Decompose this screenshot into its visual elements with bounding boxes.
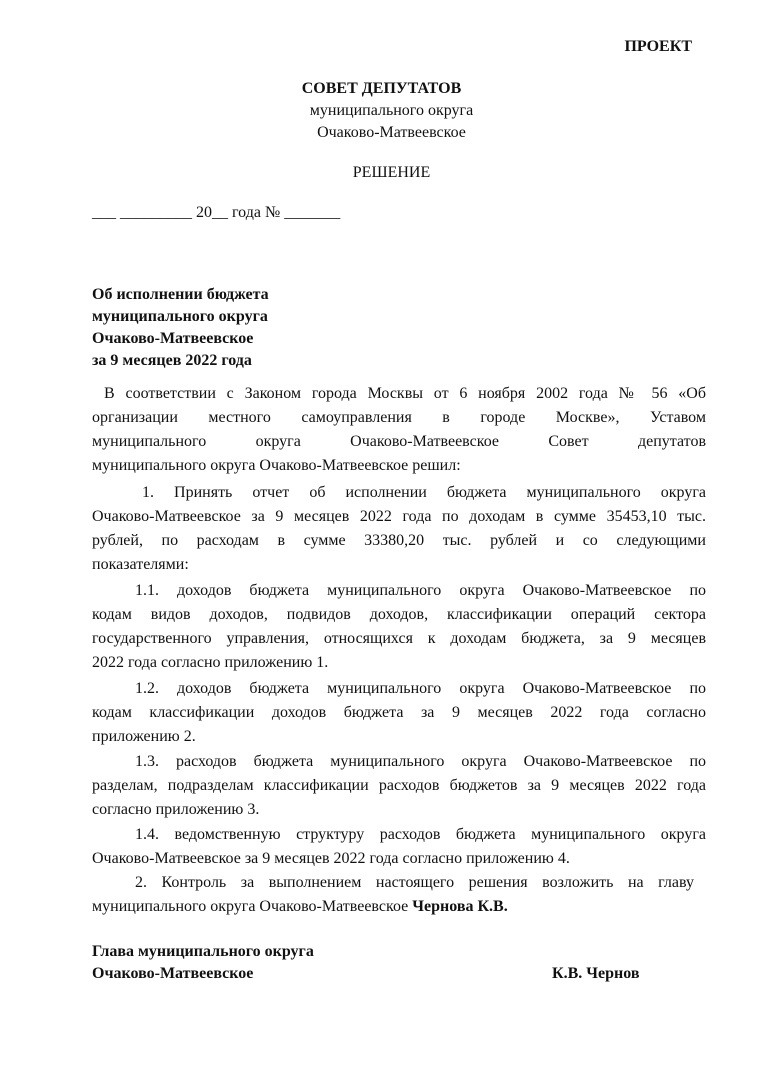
district-line-1: муниципального округа (309, 102, 474, 119)
item-1-1-line-2: кодам видов доходов, подвидов доходов, классификации операций сектора (92, 606, 706, 623)
item-1-2-line-3: приложению 2. (92, 728, 196, 745)
district-line-2: Очаково-Матвеевское (317, 124, 466, 141)
item-1-4-line-1: 1.4. ведомственную структуру расходов бюджета муниципального округа (135, 826, 706, 843)
subject-line-2: муниципального округа (92, 308, 268, 325)
item-1-1-line-3: государственного управления, относящихся к доходам бюджета, за 9 месяцев (92, 630, 706, 647)
signature-name: К.В. Чернов (552, 965, 640, 982)
document-type: РЕШЕНИЕ (352, 164, 431, 181)
item-1-2-line-1: 1.2. доходов бюджета муниципального округа Очаково-Матвеевское по (135, 680, 706, 697)
subject-line-4: за 9 месяцев 2022 года (92, 352, 252, 369)
item-1-line-1: 1. Принять отчет об исполнении бюджета муниципального округа (142, 484, 706, 501)
item-1-4-line-2: Очаково-Матвеевское за 9 месяцев 2022 года согласно приложению 4. (92, 850, 570, 867)
council-title: СОВЕТ ДЕПУТАТОВ (301, 80, 462, 97)
signature-title-1: Глава муниципального округа (92, 943, 314, 960)
item-2-line-2 (92, 898, 508, 916)
project-stamp: ПРОЕКТ (624, 38, 692, 55)
signature-title-2: Очаково-Матвеевское (92, 965, 254, 982)
preamble-line-2: организации местного самоуправления в городе Москве», Уставом (92, 409, 706, 426)
item-1-1-line-1: 1.1. доходов бюджета муниципального округа Очаково-Матвеевское по (135, 582, 706, 599)
subject-line-3: Очаково-Матвеевское (92, 330, 254, 347)
preamble-line-4: муниципального округа Очаково-Матвеевское решил: (92, 457, 461, 474)
preamble-line-3: муниципального округа Очаково-Матвеевское Совет депутатов (92, 433, 706, 450)
item-1-line-4: показателями: (92, 556, 189, 573)
subject-line-1: Об исполнении бюджета (92, 286, 269, 303)
item-1-3-line-1: 1.3. расходов бюджета муниципального округа Очаково-Матвеевское по (135, 753, 706, 770)
head-name-inline: Чернова К.В. (412, 898, 508, 915)
preamble-line-1: В соответствии с Законом города Москвы от 6 ноября 2002 года № 56 «Об (104, 385, 706, 402)
item-1-1-line-4: 2022 года согласно приложению 1. (92, 654, 329, 671)
item-1-3-line-2: разделам, подразделам классификации расходов бюджетов за 9 месяцев 2022 года (92, 777, 706, 794)
item-2-line-1: 2. Контроль за выполнением настоящего решения возложить на главу (135, 874, 694, 891)
item-2-text: муниципального округа Очаково-Матвеевское (92, 898, 413, 915)
item-1-3-line-3: согласно приложению 3. (92, 801, 260, 818)
item-1-line-2: Очаково-Матвеевское за 9 месяцев 2022 года по доходам в сумме 35453,10 тыс. (92, 508, 706, 525)
date-number-line: ___ _________ 20__ года № _______ (92, 204, 341, 221)
item-1-line-3: рублей, по расходам в сумме 33380,20 тыс. рублей и со следующими (92, 532, 706, 549)
item-1-2-line-2: кодам классификации доходов бюджета за 9 месяцев 2022 года согласно (92, 704, 706, 721)
